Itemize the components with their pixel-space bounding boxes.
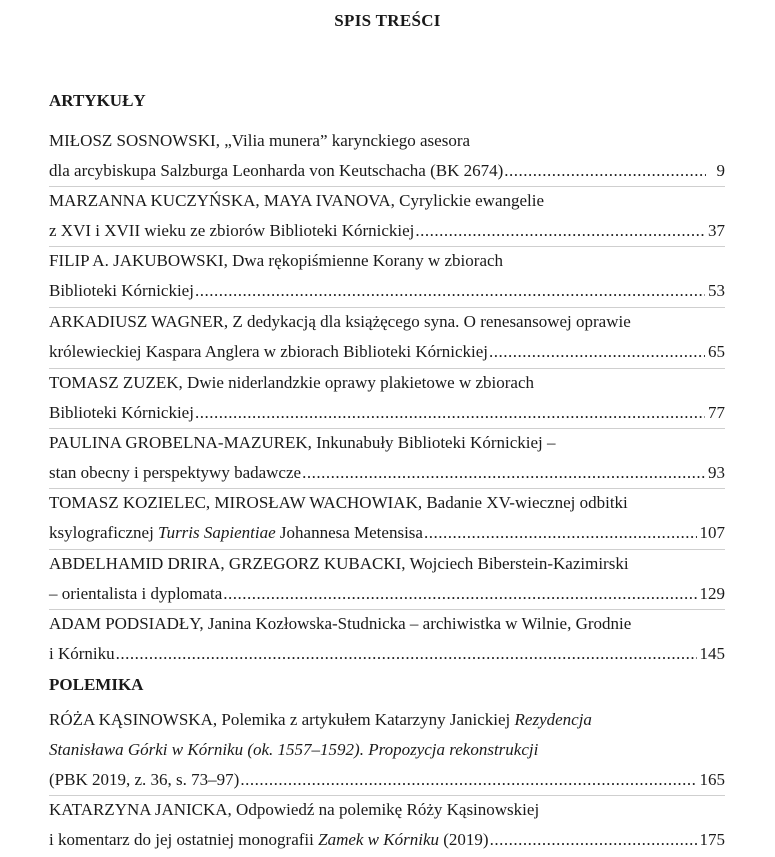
toc-entry[interactable] bbox=[49, 609, 725, 669]
entry-line-last bbox=[49, 216, 725, 246]
toc-entry[interactable] bbox=[49, 126, 725, 186]
toc-entry[interactable] bbox=[49, 186, 725, 246]
entry-line-last bbox=[49, 458, 725, 488]
page-number: 53 bbox=[708, 281, 725, 300]
entry-line-last bbox=[49, 156, 725, 186]
dot-leader bbox=[302, 458, 705, 488]
page-number: 129 bbox=[699, 584, 725, 603]
page-number: 165 bbox=[699, 770, 725, 789]
entry-line bbox=[49, 735, 725, 765]
entry-title-italic: Stanisława Górki w Kórniku (ok. 1557–1592). Propozycja rekonstrukcji bbox=[49, 740, 539, 759]
page-title: SPIS TREŚCI bbox=[334, 11, 441, 30]
entry-text: z XVI i XVII wieku ze zbiorów Biblioteki Kórnickiej bbox=[49, 221, 415, 240]
entry-line-last bbox=[49, 518, 725, 548]
entry-text-part: (2019) bbox=[439, 830, 489, 849]
dot-leader bbox=[240, 765, 696, 795]
section-heading-artykuly: ARTYKUŁY bbox=[49, 91, 146, 110]
entry-line: KATARZYNA JANICKA, Odpowiedź na polemikę Róży Kąsinowskiej bbox=[49, 800, 540, 819]
dot-leader bbox=[489, 337, 705, 367]
entry-text: stan obecny i perspektywy badawcze bbox=[49, 463, 302, 482]
entry-text: Biblioteki Kórnickiej bbox=[49, 403, 194, 422]
entry-text-part: RÓŻA KĄSINOWSKA, Polemika z artykułem Katarzyny Janickiej bbox=[49, 710, 515, 729]
entry-text: królewieckiej Kaspara Anglera w zbiorach Biblioteki Kórnickiej bbox=[49, 342, 489, 361]
entry-text bbox=[49, 825, 489, 855]
entry-line: PAULINA GROBELNA-MAZUREK, Inkunabuły Biblioteki Kórnickiej – bbox=[49, 433, 556, 452]
page-number: 93 bbox=[708, 463, 725, 482]
entry-text-part: ksylograficznej bbox=[49, 523, 159, 542]
entry-line-last bbox=[49, 276, 725, 306]
entry-line: MIŁOSZ SOSNOWSKI, „Vilia munera” karynckiego asesora bbox=[49, 131, 471, 150]
toc-entry[interactable] bbox=[49, 488, 725, 548]
dot-leader bbox=[195, 276, 705, 306]
toc-entry[interactable] bbox=[49, 246, 725, 306]
entry-line-last bbox=[49, 398, 725, 428]
entry-text bbox=[49, 518, 423, 548]
dot-leader bbox=[223, 579, 696, 609]
page-number: 65 bbox=[708, 342, 725, 361]
page-number: 9 bbox=[716, 161, 725, 180]
entry-line: ARKADIUSZ WAGNER, Z dedykacją dla książęcego syna. O renesansowej oprawie bbox=[49, 312, 631, 331]
entry-line bbox=[49, 705, 725, 735]
section-heading-polemika: POLEMIKA bbox=[49, 675, 144, 694]
entry-line: MARZANNA KUCZYŃSKA, MAYA IVANOVA, Cyrylickie ewangelie bbox=[49, 191, 545, 210]
entry-line: TOMASZ KOZIELEC, MIROSŁAW WACHOWIAK, Badanie XV-wiecznej odbitki bbox=[49, 493, 628, 512]
page-number: 37 bbox=[708, 221, 725, 240]
entry-text-part: Johannesa Metensisa bbox=[275, 523, 423, 542]
entry-line: ADAM PODSIADŁY, Janina Kozłowska-Studnicka – archiwistka w Wilnie, Grodnie bbox=[49, 614, 632, 633]
dot-leader bbox=[490, 825, 697, 855]
page-number: 77 bbox=[708, 403, 725, 422]
entry-text: i Kórniku bbox=[49, 644, 115, 663]
toc-entry[interactable] bbox=[49, 549, 725, 609]
entry-line: ABDELHAMID DRIRA, GRZEGORZ KUBACKI, Wojciech Biberstein-Kazimirski bbox=[49, 554, 629, 573]
toc-entry[interactable] bbox=[49, 705, 725, 795]
entry-line: FILIP A. JAKUBOWSKI, Dwa rękopiśmienne Korany w zbiorach bbox=[49, 251, 504, 270]
entry-line-last bbox=[49, 825, 725, 855]
entry-line-last bbox=[49, 337, 725, 367]
toc-entry[interactable] bbox=[49, 795, 725, 855]
page-number: 145 bbox=[699, 644, 725, 663]
entry-line-last bbox=[49, 765, 725, 795]
entry-line-last bbox=[49, 579, 725, 609]
entry-text-part: i komentarz do jej ostatniej monografii bbox=[49, 830, 319, 849]
entry-title-italic: Turris Sapientiae bbox=[158, 523, 276, 542]
entry-line-last bbox=[49, 639, 725, 669]
toc-entry[interactable] bbox=[49, 428, 725, 488]
entry-text: (PBK 2019, z. 36, s. 73–97) bbox=[49, 770, 240, 789]
entry-title-italic: Rezydencja bbox=[514, 710, 592, 729]
page-number: 107 bbox=[699, 523, 725, 542]
entry-line: TOMASZ ZUZEK, Dwie niderlandzkie oprawy plakietowe w zbiorach bbox=[49, 373, 534, 392]
entry-text: Biblioteki Kórnickiej bbox=[49, 281, 194, 300]
entry-text: – orientalista i dyplomata bbox=[49, 584, 223, 603]
dot-leader bbox=[415, 216, 705, 246]
dot-leader bbox=[195, 398, 705, 428]
entry-text: dla arcybiskupa Salzburga Leonharda von Keutschacha (BK 2674) bbox=[49, 161, 504, 180]
dot-leader bbox=[116, 639, 697, 669]
page-number: 175 bbox=[699, 830, 725, 849]
dot-leader bbox=[424, 518, 697, 548]
entry-title-italic: Zamek w Kórniku bbox=[318, 830, 439, 849]
toc-entry[interactable] bbox=[49, 307, 725, 367]
dot-leader bbox=[504, 156, 706, 186]
toc-entry[interactable] bbox=[49, 368, 725, 428]
